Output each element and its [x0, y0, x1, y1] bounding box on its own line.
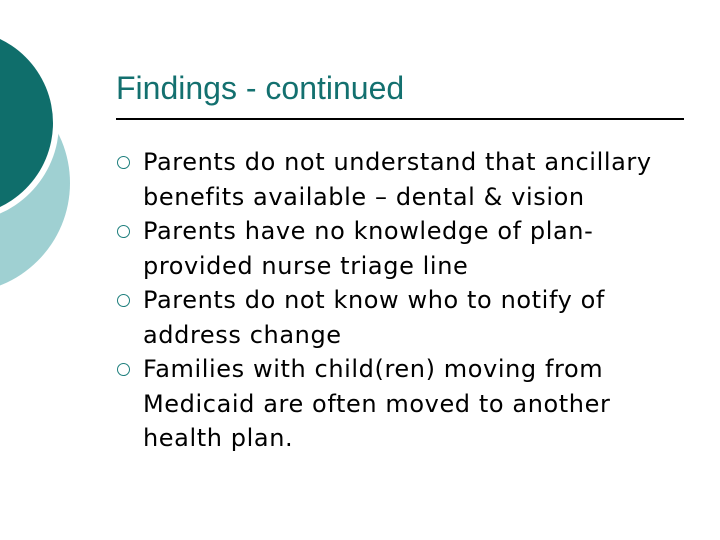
bullet-item	[116, 145, 676, 214]
bullet-text: Parents do not know who to notify of address change	[143, 286, 605, 349]
hollow-circle-bullet-icon	[117, 156, 130, 169]
bullet-item	[116, 214, 676, 283]
hollow-circle-bullet-icon	[117, 225, 130, 238]
hollow-circle-bullet-icon	[117, 363, 130, 376]
bullet-text: Parents have no knowledge of plan-provided nurse triage line	[143, 217, 594, 280]
bullet-item	[116, 352, 676, 456]
bullet-list	[116, 145, 676, 456]
bullet-text: Parents do not understand that ancillary benefits available – dental & vision	[143, 148, 652, 211]
bullet-text: Families with child(ren) moving from Medicaid are often moved to another health plan.	[143, 355, 611, 452]
decorative-circles	[0, 0, 120, 300]
title-underline	[116, 118, 684, 120]
bullet-item	[116, 283, 676, 352]
slide-title: Findings - continued	[116, 70, 405, 106]
hollow-circle-bullet-icon	[117, 294, 130, 307]
